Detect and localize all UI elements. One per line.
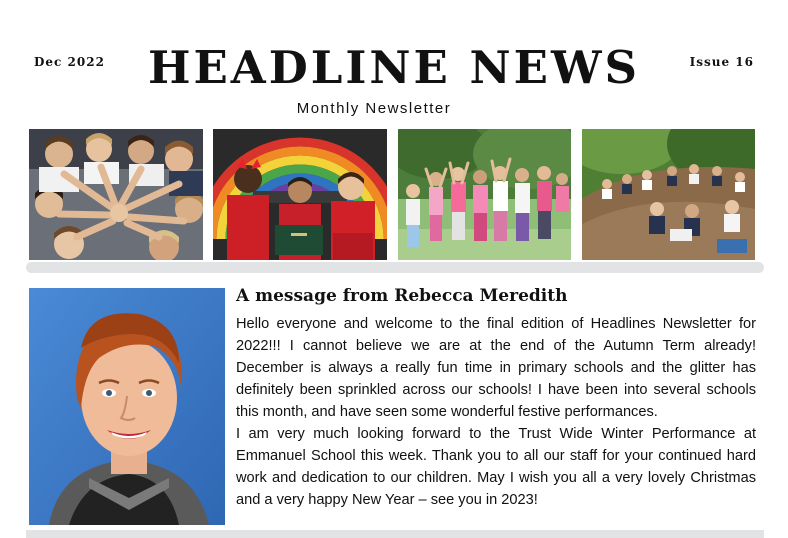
article-paragraph-2: I am very much looking forward to the Trust Wide Winter Performance at Emmanuel School this week. Thank you to all our staff for your continued hard work and dedication to our children. May I wish you all a very lovely Christmas and a very happy New Year – see you in 2023!: [236, 426, 756, 508]
section-divider-top: [26, 262, 764, 273]
photo-pupils-rainbow-award: [213, 129, 387, 260]
newsletter-title: HEADLINE NEWS: [147, 41, 640, 94]
photo-children-celebrating: [398, 129, 571, 260]
issue-number: Issue 16: [689, 55, 754, 69]
portrait-rebecca-meredith: [29, 288, 225, 525]
section-divider-bottom: [26, 530, 764, 538]
newsletter-subtitle: Monthly Newsletter: [296, 100, 452, 117]
photo-children-hands-circle: [29, 129, 203, 260]
issue-date: Dec 2022: [34, 55, 105, 69]
article-paragraph-1: Hello everyone and welcome to the final edition of Headlines Newsletter for 2022!!! I cannot believe we are at the end of the Autumn Term already! December is always a really fun time in primary schools and the glitter has definitely been sprinkled across our schools! I have been into several schools this month, and have seen some wonderful festive performances.: [236, 316, 756, 420]
photo-children-hillside: [582, 129, 755, 260]
message-article: [236, 285, 756, 511]
article-title: A message from Rebecca Meredith: [236, 286, 568, 306]
